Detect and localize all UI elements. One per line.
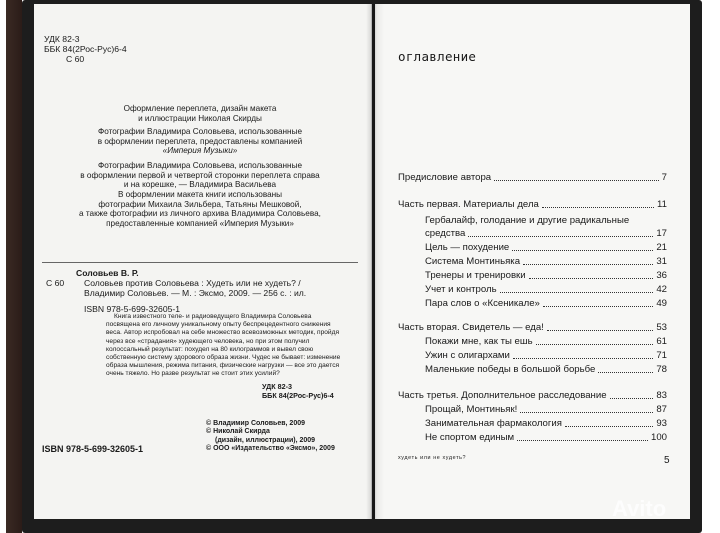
toc-entry-title: Часть вторая. Свидетель — еда! — [398, 322, 544, 333]
toc-entry-title: Предисловие автора — [398, 172, 492, 183]
toc-leader-dots — [494, 180, 659, 181]
credit-spine-photos: Фотографии Владимира Соловьева, использованные в оформлении первой и четвертой сторонки переплета справа и на корешке, — Владимира Васильева — [80, 161, 320, 190]
toc-entry-title: Покажи мне, как ты ешь — [425, 336, 533, 347]
toc-entry-title: Тренеры и тренировки — [425, 270, 526, 281]
toc-leader-dots — [520, 412, 653, 413]
udk-code: УДК 82-3 — [44, 34, 80, 44]
watermark-logo: Avito — [612, 496, 667, 521]
toc-entry-title: Прощай, Монтиньяк! — [425, 404, 518, 415]
toc-entry-title: Цель — похудение — [425, 242, 510, 253]
toc-leader-dots — [536, 344, 653, 345]
classification-block — [44, 34, 127, 64]
toc-entry-page: 42 — [656, 284, 667, 295]
toc-leader-dots — [517, 440, 648, 441]
toc-entry-page: 83 — [656, 390, 667, 401]
toc-leader-dots — [547, 330, 653, 331]
toc-entry-page: 21 — [656, 242, 667, 253]
toc-entry-page: 71 — [656, 350, 667, 361]
bibliographic-record: Соловьев В. Р. Соловьев против Соловьева : Худеть или не худеть? / Владимир Соловьев. — М. : Эксмо, 2009. — 256 с. : ил. ISBN 978-5-699-32605-1 — [76, 268, 307, 314]
toc-leader-dots — [468, 236, 653, 237]
toc-leader-dots — [500, 292, 653, 293]
toc-entry-title: Пара слов о «Ксеникале» — [425, 298, 540, 309]
cover-edge — [0, 0, 22, 533]
book-gutter — [366, 4, 384, 519]
toc-leader-dots — [565, 426, 653, 427]
credit-design: Оформление переплета, дизайн макета и иллюстрации Николая Скирды — [123, 104, 277, 123]
toc-leader-dots — [512, 250, 653, 251]
bbk-code: ББК 84(2Рос-Рус)6-4 — [44, 44, 127, 54]
running-head: худеть или не худеть? — [398, 455, 467, 461]
toc-entry-page: 7 — [661, 172, 667, 183]
toc-entry-page: 53 — [656, 322, 667, 333]
toc-leader-dots — [523, 264, 653, 265]
toc-entry-page: 17 — [656, 228, 667, 239]
toc-leader-dots — [598, 372, 653, 373]
toc-entry-page: 49 — [656, 298, 667, 309]
toc-entry-page: 78 — [656, 364, 667, 375]
toc-entry-title: Маленькие победы в большой борьбе — [425, 364, 596, 375]
toc-leader-dots — [513, 358, 653, 359]
toc-entry-page: 36 — [656, 270, 667, 281]
toc-entry-title: Ужин с олигархами — [425, 350, 510, 361]
toc-entry-title: средства — [425, 228, 466, 239]
annotation-classification: УДК 82-3 ББК 84(2Рос-Рус)6-4 — [262, 382, 334, 400]
biblio-isbn: ISBN 978-5-699-32605-1 — [84, 304, 181, 314]
toc-entry-title: Гербалайф, голодание и другие радикальные — [425, 215, 630, 226]
toc-entry-title: Часть третья. Дополнительное расследование — [398, 390, 607, 401]
biblio-author: Соловьев В. Р. — [76, 268, 139, 278]
toc-entry-page: 100 — [650, 432, 667, 443]
toc-leader-dots — [542, 207, 654, 208]
toc-entry-page: 87 — [656, 404, 667, 415]
toc-entry-title: Занимательная фармакология — [425, 418, 562, 429]
toc-leader-dots — [610, 398, 653, 399]
copyright-block: © Владимир Соловьев, 2009 © Николай Скирда (дизайн, иллюстрации), 2009 © ООО «Издательство «Эксмо», 2009 — [206, 420, 335, 453]
divider-line — [42, 262, 358, 263]
isbn-number: ISBN 978-5-699-32605-1 — [42, 444, 144, 454]
toc-entry-title: Система Монтиньяка — [425, 256, 521, 267]
toc-entry-title: Учет и контроль — [425, 284, 497, 295]
book-annotation: Книга известного теле- и радиоведущего Владимира Соловьева посвящена его личному уникальному опыту беспрецедентного снижения веса. Автор испробовал на себе множество всевозможных методик, пройдя через все «страдания» худеющего человека, но при этом получил колоссальный результат: похудел на 80 килограммов и вывел свою собственную систему здорового образа жизни. Чудес не бывает: изменение образа мышления, режима питания, физические нагрузки — все это дается очень тяжело. Но разве результат не стоит этих усилий? — [106, 313, 341, 378]
toc-entry-page: 61 — [656, 336, 667, 347]
toc-entry-page: 93 — [656, 418, 667, 429]
credit-cover-photos: Фотографии Владимира Соловьева, использованные в оформлении переплета, предоставлены компанией «Империя Музыки» — [97, 127, 303, 156]
toc-entry-title: Часть первая. Материалы дела — [398, 199, 539, 210]
toc-leader-dots — [529, 278, 653, 279]
toc-title: оглавление — [398, 49, 477, 64]
catalog-code: С 60 — [46, 278, 65, 288]
toc-entry-page: 11 — [657, 199, 667, 210]
author-code: С 60 — [66, 54, 85, 64]
page-number: 5 — [664, 455, 670, 466]
toc-entry-page: 31 — [656, 256, 667, 267]
credit-layout-photos: В оформлении макета книги использованы фотографии Михаила Зильбера, Татьяны Мешковой, а также фотографии из личного архива Владимира Соловьева, предоставленные компанией «Империя Музыки» — [79, 190, 321, 228]
toc-entry-title: Не спортом единым — [425, 432, 515, 443]
toc-leader-dots — [543, 306, 653, 307]
